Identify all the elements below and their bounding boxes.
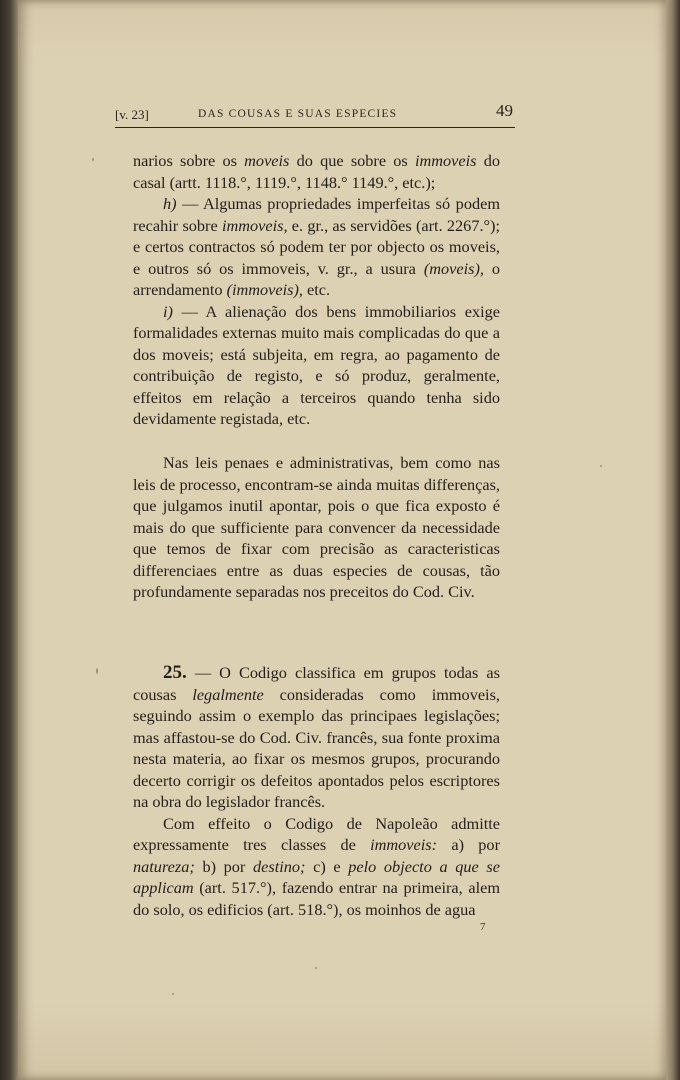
paragraph-differences: Nas leis penaes e administrativas, bem como nas leis de processo, encontram-se ainda muitas differenças, que julgamos inutil apontar, pois o que fica exposto é mais do que sufficiente para convencer da necessidade que temos de fixar com precisão as caracteristicas differenciaes entre as duas especies de cousas, tão profundamente separadas nos preceitos do Cod. Civ. <box>133 453 500 601</box>
text-block-middle <box>133 452 500 603</box>
paragraph-h: h) — Algumas propriedades imperfeitas só podem recahir sobre immoveis, e. gr., as servidões (art. 2267.°); e certos contractos só podem ter por objecto os moveis, e outros só os immoveis, v. gr., a usura (moveis), o arrendamento (immoveis), etc. <box>133 194 500 299</box>
page-number: 49 <box>496 101 513 120</box>
paragraph-continuation: narios sobre os moveis do que sobre os immoveis do casal (artt. 1118.°, 1119.°, 1148.° 1149.°, etc.); <box>133 151 500 192</box>
paragraph-25: 25. — O Codigo classifica em grupos todas as cousas legalmente consideradas como immoveis, seguindo assim o exemplo das principaes legislações; mas affastou-se do Cod. Civ. francês, sua fonte proxima nesta materia, ao fixar os mesmos grupos, procurando decerto corrigir os defeitos apontados pelos escriptores na obra do legislador francês. <box>133 662 500 811</box>
text-block-lower <box>133 662 500 920</box>
running-title: DAS COUSAS E SUAS ESPECIES <box>198 108 398 120</box>
paper-speck <box>315 967 317 969</box>
paragraph-i: i) — A alienação dos bens immobiliarios exige formalidades externas muito mais complicadas do que a dos moveis; está subjeita, em regra, ao pagamento de contribuição de registo, e só produz, geralmente, effeitos em relação a terceiros quando tenha sido devidamente registada, etc. <box>133 301 500 428</box>
paper-speck <box>96 668 98 674</box>
paper-speck <box>92 158 94 161</box>
paper-speck <box>172 993 174 995</box>
running-head <box>115 103 515 128</box>
signature-mark: 7 <box>480 921 486 933</box>
text-block-upper <box>133 150 500 430</box>
section-reference: [v. 23] <box>115 107 149 122</box>
paper-speck <box>600 465 602 467</box>
paragraph-napoleon: Com effeito o Codigo de Napoleão admitte expressamente tres classes de immoveis: a) por natureza; b) por destino; c) e pelo objecto a que se applicam (art. 517.°), fazendo entrar na primeira, alem do solo, os edificios (art. 518.°), os moinhos de agua <box>133 813 500 919</box>
section-number: 25. <box>163 662 187 683</box>
